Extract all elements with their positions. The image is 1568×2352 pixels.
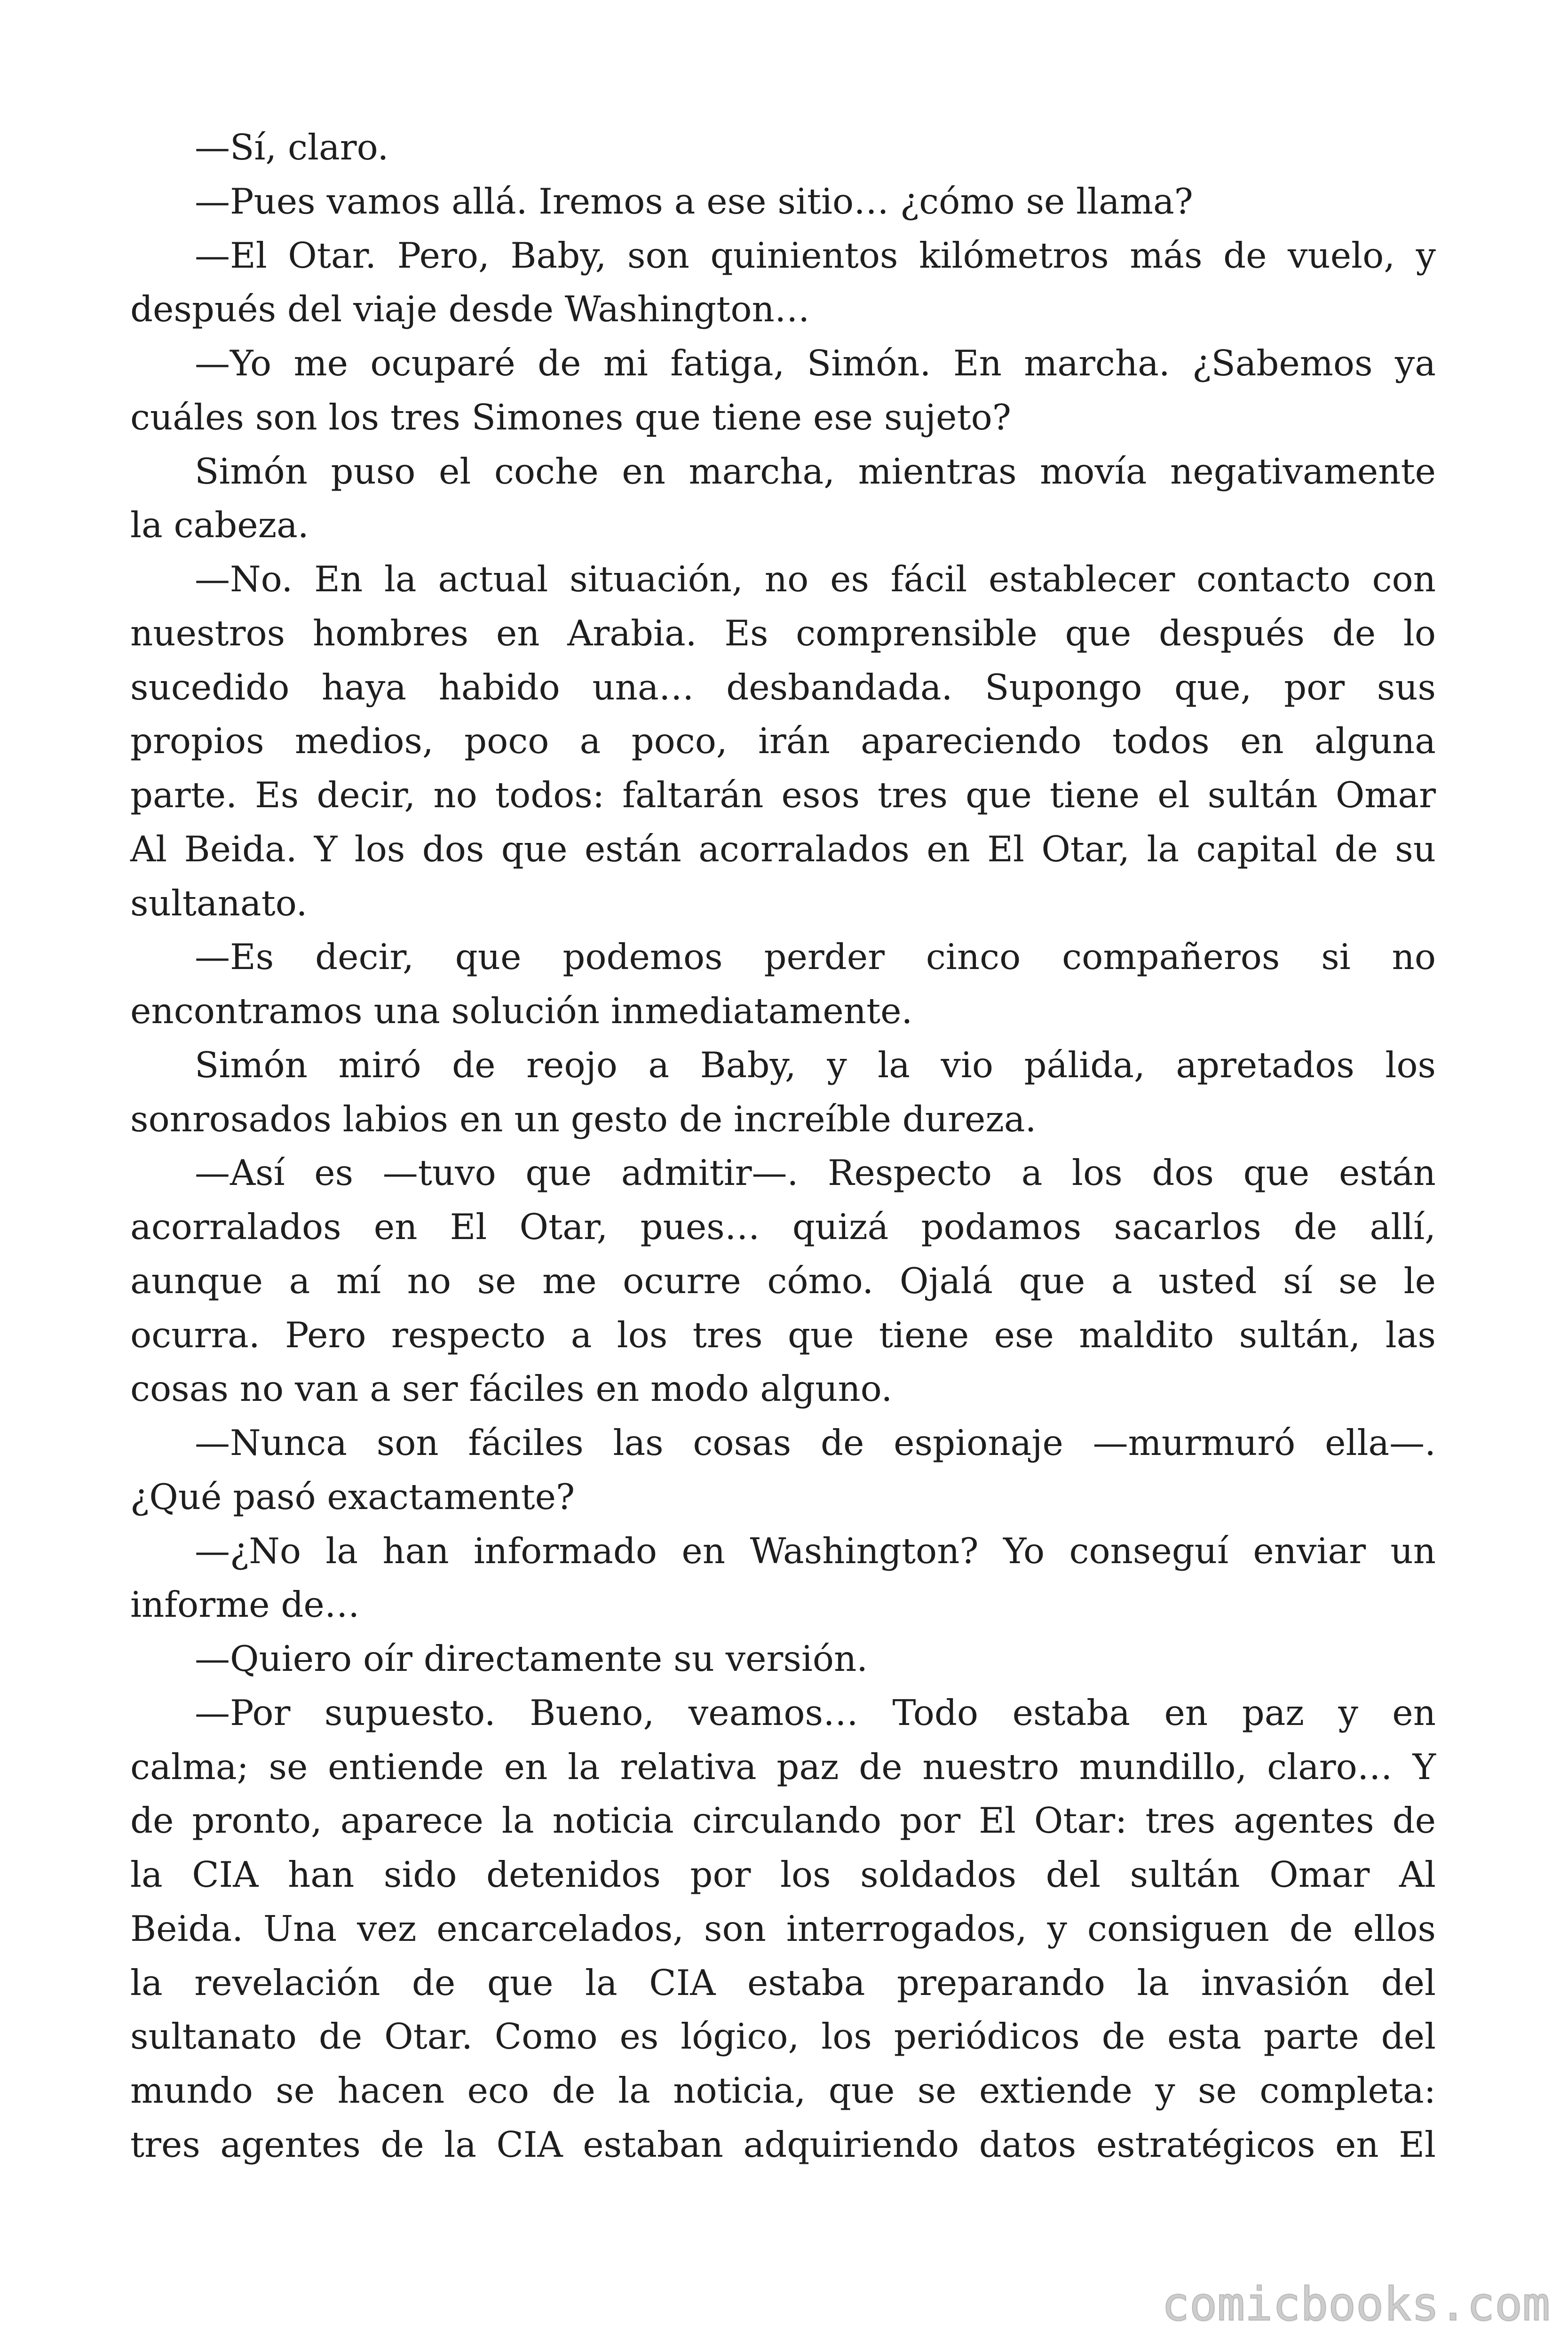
text-line: ocurra. Pero respecto a los tres que tiene ese maldito sultán, las	[130, 1314, 1436, 1356]
text-line: parte. Es decir, no todos: faltarán esos tres que tiene el sultán Omar	[130, 774, 1436, 816]
text-line: ¿Qué pasó exactamente?	[130, 1476, 575, 1518]
paragraph	[130, 229, 1436, 337]
text-line: —Es decir, que podemos perder cinco compañeros si no	[195, 936, 1436, 978]
paragraph	[130, 336, 1436, 445]
text-line: —Quiero oír directamente su versión.	[195, 1638, 868, 1679]
text-line: —Yo me ocuparé de mi fatiga, Simón. En marcha. ¿Sabemos ya	[195, 342, 1436, 384]
paragraph	[130, 1146, 1436, 1416]
paragraph	[130, 1416, 1436, 1524]
paragraph	[130, 1686, 1436, 2172]
text-line: sonrosados labios en un gesto de increíble dureza.	[130, 1098, 1037, 1140]
text-line: tres agentes de la CIA estaban adquiriendo datos estratégicos en El	[130, 2123, 1436, 2165]
text-line: sultanato de Otar. Como es lógico, los periódicos de esta parte del	[130, 2016, 1436, 2058]
paragraph	[130, 1038, 1436, 1146]
text-line: la CIA han sido detenidos por los soldados del sultán Omar Al	[130, 1854, 1436, 1895]
paragraph	[130, 175, 1436, 229]
watermark: comicbooks.com	[1162, 2278, 1551, 2331]
text-line: nuestros hombres en Arabia. Es comprensible que después de lo	[130, 612, 1436, 654]
text-line: —Así es —tuvo que admitir—. Respecto a los dos que están	[195, 1152, 1436, 1194]
text-line: la cabeza.	[130, 504, 309, 546]
paragraph	[130, 1524, 1436, 1632]
page-body-text	[130, 120, 1436, 2172]
paragraph	[130, 1632, 1436, 1686]
text-line: sultanato.	[130, 882, 308, 924]
text-line: —¿No la han informado en Washington? Yo conseguí enviar un	[195, 1530, 1436, 1572]
text-line: después del viaje desde Washington…	[130, 288, 810, 330]
text-line: —Pues vamos allá. Iremos a ese sitio… ¿cómo se llama?	[195, 180, 1193, 222]
text-line: mundo se hacen eco de la noticia, que se extiende y se completa:	[130, 2070, 1436, 2111]
paragraph	[130, 552, 1436, 930]
text-line: calma; se entiende en la relativa paz de nuestro mundillo, claro… Y	[130, 1746, 1436, 1788]
text-line: aunque a mí no se me ocurre cómo. Ojalá que a usted sí se le	[130, 1260, 1436, 1302]
text-line: cuáles son los tres Simones que tiene ese sujeto?	[130, 396, 1011, 438]
text-line: Beida. Una vez encarcelados, son interrogados, y consiguen de ellos	[130, 1907, 1436, 1949]
paragraph	[130, 120, 1436, 175]
text-line: acorralados en El Otar, pues… quizá podamos sacarlos de allí,	[130, 1206, 1436, 1248]
text-line: Simón miró de reojo a Baby, y la vio pálida, apretados los	[195, 1044, 1436, 1086]
text-line: —Nunca son fáciles las cosas de espionaje —murmuró ella—.	[195, 1422, 1436, 1463]
text-line: informe de…	[130, 1584, 360, 1626]
paragraph	[130, 930, 1436, 1038]
paragraph	[130, 445, 1436, 553]
text-line: Al Beida. Y los dos que están acorralados en El Otar, la capital de su	[130, 828, 1436, 870]
text-line: —Sí, claro.	[195, 127, 389, 168]
text-line: encontramos una solución inmediatamente.	[130, 990, 913, 1032]
text-line: la revelación de que la CIA estaba preparando la invasión del	[130, 1962, 1436, 2003]
text-line: de pronto, aparece la noticia circulando por El Otar: tres agentes de	[130, 1800, 1436, 1842]
text-line: sucedido haya habido una… desbandada. Supongo que, por sus	[130, 666, 1436, 708]
text-line: —El Otar. Pero, Baby, son quinientos kilómetros más de vuelo, y	[195, 234, 1436, 276]
text-line: cosas no van a ser fáciles en modo alguno.	[130, 1368, 893, 1410]
text-line: —No. En la actual situación, no es fácil establecer contacto con	[195, 558, 1436, 600]
text-line: Simón puso el coche en marcha, mientras movía negativamente	[195, 450, 1436, 492]
text-line: propios medios, poco a poco, irán apareciendo todos en alguna	[130, 720, 1436, 762]
text-line: —Por supuesto. Bueno, veamos… Todo estaba en paz y en	[195, 1692, 1436, 1733]
